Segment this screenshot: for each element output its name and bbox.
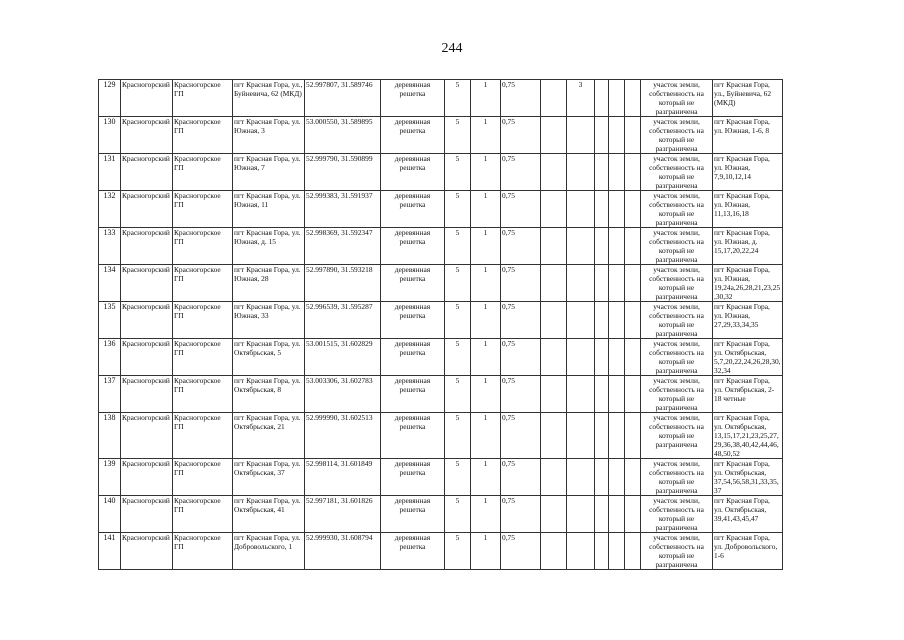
empty-cell [625,265,641,302]
empty-cell [625,459,641,496]
empty-cell [609,154,625,191]
table-row [99,302,783,339]
extra-count-cell [567,413,595,459]
settlement-cell: Красногорское ГП [173,228,233,265]
district-cell: Красногорский [121,117,173,154]
empty-cell [609,339,625,376]
table-row [99,117,783,154]
extra-count-cell [567,265,595,302]
page-number: 244 [441,41,463,56]
empty-cell [595,496,609,533]
container-count-cell: 1 [471,533,501,570]
land-status-cell: участок земли, собственность на который не разграничена [641,154,713,191]
empty-cell [595,413,609,459]
empty-cell [609,80,625,117]
waste-sources-cell: пгт Красная Гора, ул. Южная, 19,24а,26,28,21,23,25 ,30,32 [714,265,781,301]
container-count-cell: 1 [471,80,501,117]
container-volume-cell: 0,75 [501,80,541,117]
table-row [99,191,783,228]
extra-count-cell [567,339,595,376]
district-cell: Красногорский [121,413,173,459]
row-number-cell: 141 [99,533,121,570]
address-cell: пгт Красная Гора, ул. Южная, 28 [233,265,305,302]
waste-sources-cell: пгт Красная Гора, ул. Южная, 7,9,10,12,14 [713,154,783,191]
empty-cell [541,228,567,265]
settlement-cell: Красногорское ГП [173,265,233,302]
empty-cell [625,228,641,265]
coordinates-cell: 52.996539, 31.595287 [305,302,381,339]
area-cell: 5 [445,302,471,339]
container-volume-cell: 0,75 [501,533,541,570]
row-number-cell: 140 [99,496,121,533]
row-number-cell: 139 [99,459,121,496]
area-cell: 5 [445,533,471,570]
container-volume-cell: 0,75 [501,302,541,339]
container-volume-cell: 0,75 [501,496,541,533]
table-row [99,265,783,302]
container-count-cell: 1 [471,376,501,413]
coordinates-cell: 52.997181, 31.601826 [305,496,381,533]
empty-cell [541,117,567,154]
container-count-cell: 1 [471,413,501,459]
area-cell: 5 [445,228,471,265]
container-count-cell: 1 [471,228,501,265]
surface-material-cell: деревянная решетка [381,413,445,459]
empty-cell [541,191,567,228]
row-number-cell: 129 [99,80,121,117]
table-row [99,459,783,496]
row-number-cell: 134 [99,265,121,302]
waste-sources-cell: пгт Красная Гора, ул. Октябрьская, 13,15,17,21,23,25,27, 29,36,38,40,42,44,46, 48,50,52 [713,413,783,459]
empty-cell [541,459,567,496]
container-count-cell: 1 [471,265,501,302]
empty-cell [595,154,609,191]
area-cell: 5 [445,496,471,533]
empty-cell [595,265,609,302]
settlement-cell: Красногорское ГП [173,302,233,339]
empty-cell [595,228,609,265]
address-cell: пгт Красная Гора, ул. Южная, 7 [233,154,305,191]
land-status-cell: участок земли, собственность на который не разграничена [641,228,713,265]
district-cell: Красногорский [121,228,173,265]
row-number-cell: 131 [99,154,121,191]
land-status-cell: участок земли, собственность на который не разграничена [641,80,713,117]
land-status-cell: участок земли, собственность на который не разграничена [641,191,713,228]
table-row [99,496,783,533]
empty-cell [609,265,625,302]
container-count-cell: 1 [471,496,501,533]
land-status-cell: участок земли, собственность на который не разграничена [641,459,713,496]
coordinates-cell: 52.998114, 31.601849 [305,459,381,496]
empty-cell [609,302,625,339]
district-cell: Красногорский [121,302,173,339]
surface-material-cell: деревянная решетка [381,533,445,570]
settlement-cell: Красногорское ГП [173,339,233,376]
row-number-cell: 137 [99,376,121,413]
empty-cell [609,191,625,228]
district-cell: Красногорский [121,154,173,191]
coordinates-cell: 52.997807, 31.589746 [305,80,381,117]
container-volume-cell: 0,75 [501,228,541,265]
settlement-cell: Красногорское ГП [173,154,233,191]
empty-cell [595,191,609,228]
surface-material-cell: деревянная решетка [381,339,445,376]
land-status-cell: участок земли, собственность на который не разграничена [641,117,713,154]
empty-cell [595,302,609,339]
empty-cell [609,459,625,496]
district-cell: Красногорский [121,191,173,228]
surface-material-cell: деревянная решетка [381,302,445,339]
address-cell: пгт Красная Гора, ул. Октябрьская, 8 [233,376,305,413]
empty-cell [625,117,641,154]
address-cell: пгт Красная Гора, ул., Буйневича, 62 (МКД) [233,80,305,117]
waste-sources-cell: пгт Красная Гора, ул. Южная, 27,29,33,34,35 [713,302,783,339]
settlement-cell: Красногорское ГП [173,496,233,533]
waste-sources-cell: пгт Красная Гора, ул. Южная, 1-6, 8 [713,117,783,154]
surface-material-cell: деревянная решетка [381,376,445,413]
container-count-cell: 1 [471,459,501,496]
row-number-cell: 130 [99,117,121,154]
district-cell: Красногорский [121,339,173,376]
land-status-cell: участок земли, собственность на который не разграничена [641,339,713,376]
address-cell: пгт Красная Гора, ул. Южная, 11 [233,191,305,228]
table-row [99,376,783,413]
waste-sources-cell: пгт Красная Гора, ул. Южная, 11,13,16,18 [713,191,783,228]
land-status-cell: участок земли, собственность на который не разграничена [641,265,713,302]
address-cell: пгт Красная Гора, ул. Добровольского, 1 [233,533,305,570]
coordinates-cell: 52.999990, 31.602513 [305,413,381,459]
empty-cell [541,533,567,570]
extra-count-cell [567,496,595,533]
address-cell: пгт Красная Гора, ул. Южная, д. 15 [233,228,305,265]
empty-cell [541,265,567,302]
table-row [99,80,783,117]
empty-cell [595,80,609,117]
district-cell: Красногорский [121,265,173,302]
container-volume-cell: 0,75 [501,191,541,228]
empty-cell [609,496,625,533]
table-row [99,533,783,570]
address-cell: пгт Красная Гора, ул. Октябрьская, 37 [233,459,305,496]
extra-count-cell [567,459,595,496]
empty-cell [625,302,641,339]
extra-count-cell [567,302,595,339]
settlement-cell: Красногорское ГП [173,191,233,228]
settlement-cell: Красногорское ГП [173,117,233,154]
empty-cell [541,302,567,339]
district-cell: Красногорский [121,459,173,496]
surface-material-cell: деревянная решетка [381,459,445,496]
address-cell: пгт Красная Гора, ул. Октябрьская, 41 [233,496,305,533]
settlement-cell: Красногорское ГП [173,459,233,496]
table-row [99,413,783,459]
empty-cell [595,117,609,154]
table-row [99,339,783,376]
extra-count-cell [567,191,595,228]
empty-cell [541,154,567,191]
empty-cell [595,533,609,570]
area-cell: 5 [445,376,471,413]
land-status-cell: участок земли, собственность на который не разграничена [641,302,713,339]
surface-material-cell: деревянная решетка [381,496,445,533]
settlement-cell: Красногорское ГП [173,413,233,459]
land-status-cell: участок земли, собственность на который не разграничена [641,533,713,570]
land-status-cell: участок земли, собственность на который не разграничена [641,496,713,533]
coordinates-cell: 52.999790, 31.590899 [305,154,381,191]
container-volume-cell: 0,75 [501,117,541,154]
empty-cell [541,376,567,413]
district-cell: Красногорский [121,496,173,533]
table-row [99,154,783,191]
empty-cell [609,413,625,459]
address-cell: пгт Красная Гора, ул. Южная, 3 [233,117,305,154]
empty-cell [625,376,641,413]
row-number-cell: 132 [99,191,121,228]
extra-count-cell [567,228,595,265]
empty-cell [625,413,641,459]
coordinates-cell: 53.000550, 31.589895 [305,117,381,154]
waste-sources-cell: пгт Красная Гора, ул., Буйневича, 62 (МКД) [713,80,783,117]
waste-sources-cell: пгт Красная Гора, ул. Октябрьская, 5,7,20,22,24,26,28,30, 32,34 [714,339,781,375]
table-row [99,228,783,265]
settlement-cell: Красногорское ГП [173,80,233,117]
extra-count-cell [567,117,595,154]
empty-cell [541,339,567,376]
surface-material-cell: деревянная решетка [381,265,445,302]
settlement-cell: Красногорское ГП [173,533,233,570]
coordinates-cell: 52.997890, 31.593218 [305,265,381,302]
empty-cell [595,339,609,376]
address-cell: пгт Красная Гора, ул. Южная, 33 [233,302,305,339]
container-volume-cell: 0,75 [501,265,541,302]
extra-count-cell: 3 [567,80,595,117]
empty-cell [625,339,641,376]
row-number-cell: 138 [99,413,121,459]
empty-cell [609,117,625,154]
area-cell: 5 [445,339,471,376]
container-volume-cell: 0,75 [501,376,541,413]
registry-rows [99,80,783,570]
area-cell: 5 [445,117,471,154]
area-cell: 5 [445,265,471,302]
extra-count-cell [567,376,595,413]
district-cell: Красногорский [121,376,173,413]
coordinates-cell: 52.999930, 31.608794 [305,533,381,570]
coordinates-cell: 52.999383, 31.591937 [305,191,381,228]
surface-material-cell: деревянная решетка [381,154,445,191]
empty-cell [625,533,641,570]
container-count-cell: 1 [471,302,501,339]
empty-cell [609,533,625,570]
area-cell: 5 [445,154,471,191]
address-cell: пгт Красная Гора, ул. Октябрьская, 21 [233,413,305,459]
empty-cell [625,80,641,117]
row-number-cell: 136 [99,339,121,376]
district-cell: Красногорский [121,80,173,117]
surface-material-cell: деревянная решетка [381,228,445,265]
container-count-cell: 1 [471,154,501,191]
waste-sources-cell: пгт Красная Гора, ул. Добровольского, 1-6 [713,533,783,570]
waste-sources-cell: пгт Красная Гора, ул. Южная, д. 15,17,20,22,24 [713,228,783,265]
empty-cell [625,191,641,228]
surface-material-cell: деревянная решетка [381,117,445,154]
surface-material-cell: деревянная решетка [381,191,445,228]
container-volume-cell: 0,75 [501,339,541,376]
container-count-cell: 1 [471,191,501,228]
area-cell: 5 [445,80,471,117]
container-volume-cell: 0,75 [501,154,541,191]
settlement-cell: Красногорское ГП [173,376,233,413]
coordinates-cell: 53.003306, 31.602783 [305,376,381,413]
empty-cell [541,80,567,117]
empty-cell [625,496,641,533]
container-volume-cell: 0,75 [501,459,541,496]
empty-cell [625,154,641,191]
district-cell: Красногорский [121,533,173,570]
area-cell: 5 [445,191,471,228]
waste-sources-cell: пгт Красная Гора, ул. Октябрьская, 2-18 четные [713,376,783,413]
empty-cell [541,496,567,533]
container-volume-cell: 0,75 [501,413,541,459]
land-status-cell: участок земли, собственность на который не разграничена [641,413,713,459]
registry-table [98,79,783,570]
empty-cell [595,376,609,413]
empty-cell [541,413,567,459]
area-cell: 5 [445,413,471,459]
container-count-cell: 1 [471,339,501,376]
surface-material-cell: деревянная решетка [381,80,445,117]
coordinates-cell: 53.001515, 31.602829 [305,339,381,376]
waste-sources-cell: пгт Красная Гора, ул. Октябрьская, 37,54,56,58,31,33,35, 37 [713,459,783,496]
container-count-cell: 1 [471,117,501,154]
extra-count-cell [567,154,595,191]
row-number-cell: 135 [99,302,121,339]
row-number-cell: 133 [99,228,121,265]
waste-sources-cell: пгт Красная Гора, ул. Октябрьская, 39,41,43,45,47 [713,496,783,533]
area-cell: 5 [445,459,471,496]
empty-cell [595,459,609,496]
coordinates-cell: 52.998369, 31.592347 [305,228,381,265]
address-cell: пгт Красная Гора, ул. Октябрьская, 5 [233,339,305,376]
land-status-cell: участок земли, собственность на который не разграничена [641,376,713,413]
empty-cell [609,376,625,413]
empty-cell [609,228,625,265]
extra-count-cell [567,533,595,570]
